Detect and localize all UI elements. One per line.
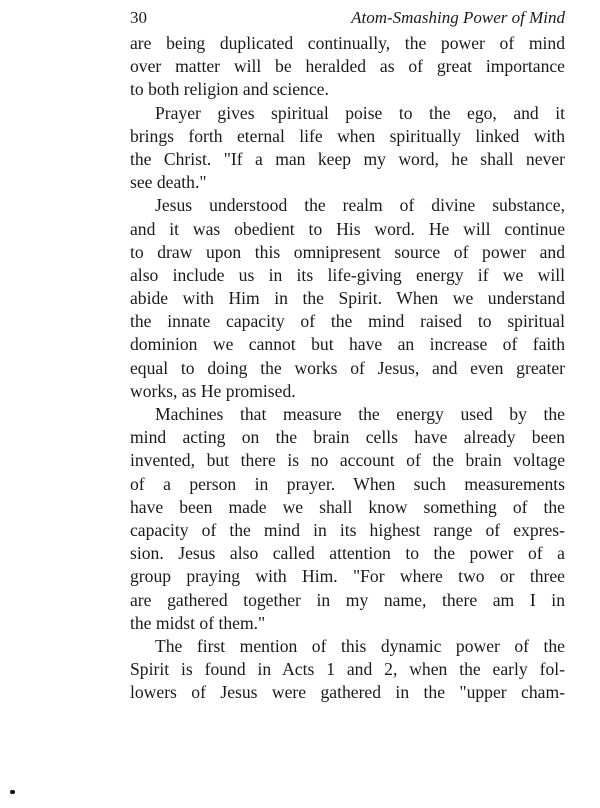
text-line: over matter will be heralded as of great importance <box>130 56 565 77</box>
text-line: have been made we shall know something of the <box>130 496 565 517</box>
text-line: brings forth eternal life when spiritually linked with <box>130 125 565 146</box>
text-line: equal to doing the works of Jesus, and even greater <box>130 357 565 378</box>
page-number: 30 <box>130 8 147 27</box>
text-line: mind acting on the brain cells have already been <box>130 427 565 448</box>
text-line: the midst of them." <box>130 612 266 633</box>
text-line: to both religion and science. <box>130 79 329 100</box>
text-line: abide with Him in the Spirit. When we understand <box>130 288 565 309</box>
text-line: are being duplicated continually, the power of mind <box>130 33 565 53</box>
running-title: Atom-Smashing Power of Mind <box>351 8 565 27</box>
text-line: the innate capacity of the mind raised to spiritual <box>130 311 565 332</box>
text-line: dominion we cannot but have an increase of faith <box>130 334 565 355</box>
text-line: and it was obedient to His word. He will continue <box>130 218 565 239</box>
page-header <box>130 8 565 30</box>
text-line: sion. Jesus also called attention to the power of a <box>130 543 565 564</box>
text-line: are gathered together in my name, there am I in <box>130 589 565 610</box>
text-line: group praying with Him. "For where two or three <box>130 566 565 587</box>
text-line: the Christ. "If a man keep my word, he shall never <box>130 148 565 169</box>
text-line: of a person in prayer. When such measurements <box>130 473 565 494</box>
text-line: Jesus understood the realm of divine substance, <box>155 195 565 216</box>
text-line: invented, but there is no account of the brain voltage <box>130 450 565 471</box>
text-line: The first mention of this dynamic power of the <box>155 635 565 656</box>
text-line: works, as He promised. <box>130 380 296 401</box>
text-line: lowers of Jesus were gathered in the "upper cham- <box>130 682 565 703</box>
text-line: capacity of the mind in its highest range of expres- <box>130 519 565 540</box>
scan-speck <box>10 790 15 794</box>
text-line: also include us in its life-giving energy if we will <box>130 264 565 285</box>
text-line: Spirit is found in Acts 1 and 2, when the early fol- <box>130 659 565 680</box>
text-line: see death." <box>130 172 207 193</box>
text-line: Machines that measure the energy used by the <box>155 404 565 424</box>
body-text <box>130 32 565 704</box>
text-line: to draw upon this omnipresent source of power and <box>130 241 565 262</box>
text-line: Prayer gives spiritual poise to the ego, and it <box>155 102 565 123</box>
